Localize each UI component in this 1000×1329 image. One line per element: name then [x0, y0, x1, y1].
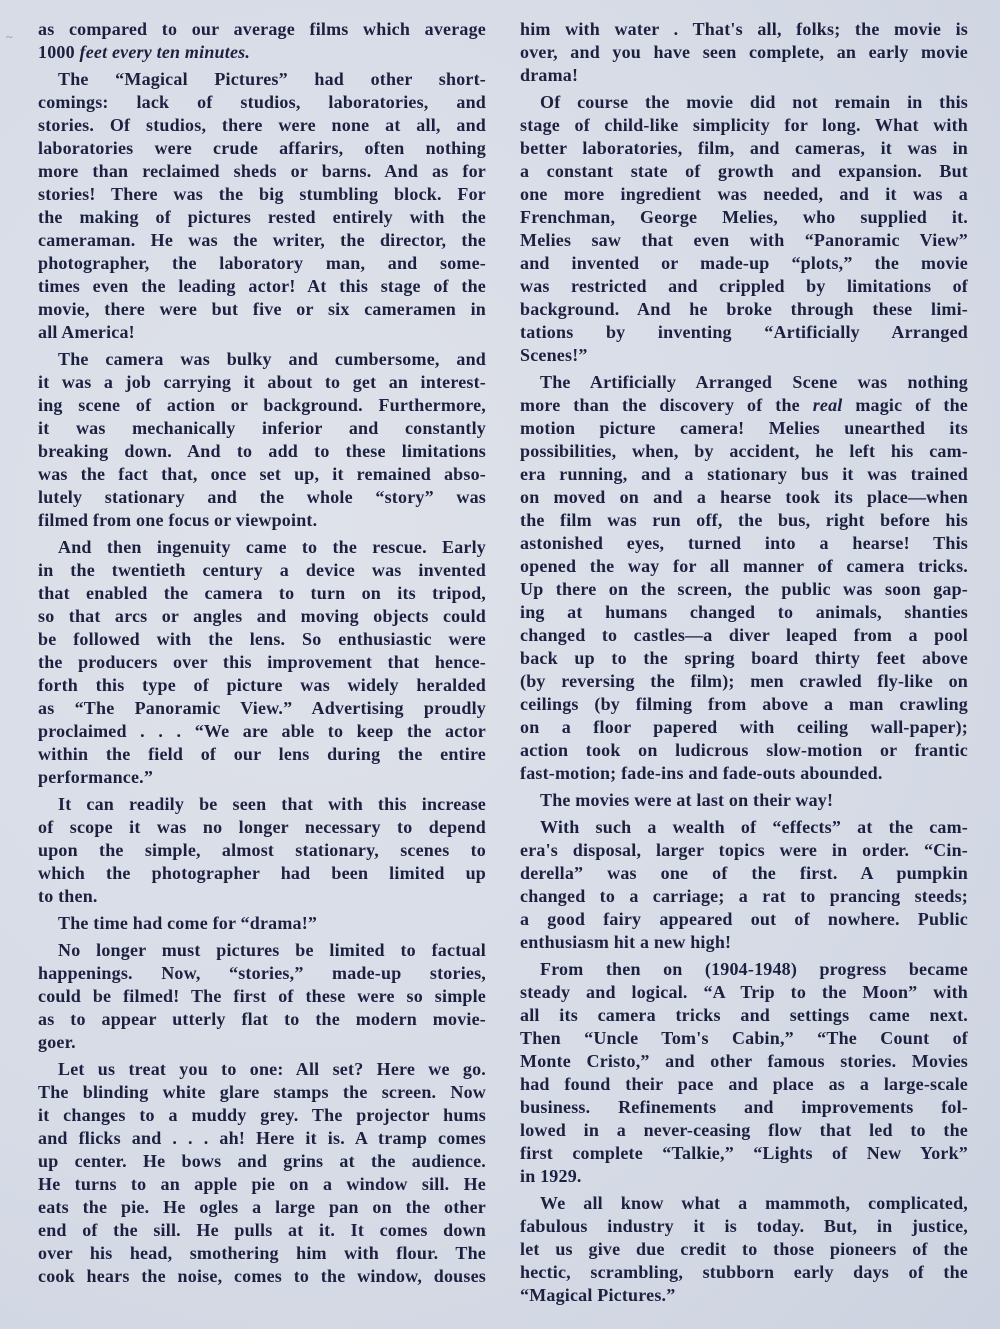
text-segment: more than the discovery of the [520, 395, 813, 415]
text-line: all its camera tricks and settings came next. [520, 1005, 968, 1025]
text-line: stories. Of studios, there were none at all, and [38, 115, 486, 135]
text-line: steady and logical. “A Trip to the Moon” with [520, 982, 968, 1002]
text-line: as “The Panoramic View.” Advertising proudly [38, 698, 486, 718]
paragraph [38, 536, 486, 789]
text-line: With such a wealth of “effects” at the cam- [540, 817, 968, 837]
text-line: Scenes!” [520, 345, 588, 365]
text-line: movie, there were but five or six cameramen in [38, 299, 486, 319]
text-line: Let us treat you to one: All set? Here we go. [58, 1059, 486, 1079]
text-line: filmed from one focus or viewpoint. [38, 510, 318, 530]
text-line: in the twentieth century a device was invented [38, 560, 486, 580]
text-line: times even the leading actor! At this stage of the [38, 276, 486, 296]
text-line: changed to a carriage; a rat to prancing steeds; [520, 886, 968, 906]
text-line: a constant state of growth and expansion. But [520, 161, 968, 181]
text-line: fabulous industry it is today. But, in justice, [520, 1216, 968, 1236]
text-line: laboratories were crude affarirs, often nothing [38, 138, 486, 158]
paragraph [520, 18, 968, 87]
text-line: Up there on the screen, the public was soon gap- [520, 579, 968, 599]
text-line: as to appear utterly flat to the modern movie- [38, 1009, 486, 1029]
text-line: to then. [38, 886, 98, 906]
text-line: proclaimed . . . “We are able to keep the actor [38, 721, 486, 741]
text-line: photographer, the laboratory man, and some- [38, 253, 486, 273]
text-line: era's disposal, larger topics were in order. “Cin- [520, 840, 968, 860]
text-line: cook hears the noise, comes to the window, douses [38, 1266, 486, 1286]
text-segment: 1000 [38, 42, 80, 62]
text-line: as compared to our average films which average [38, 19, 486, 39]
paragraph [520, 816, 968, 954]
text-line: tations by inventing “Artificially Arranged [520, 322, 968, 342]
paragraph [38, 18, 486, 64]
text-line: so that arcs or angles and moving objects could [38, 606, 486, 626]
text-line [520, 394, 968, 417]
text-line: forth this type of picture was widely heralded [38, 675, 486, 695]
text-line: drama! [520, 65, 579, 85]
text-line: could be filmed! The first of these were so simple [38, 986, 486, 1006]
text-line: goer. [38, 1032, 76, 1052]
text-line: The Artificially Arranged Scene was nothing [540, 372, 968, 392]
text-line: had found their pace and place as a large-scale [520, 1074, 968, 1094]
text-line: comings: lack of studios, laboratories, and [38, 92, 486, 112]
text-line: era running, and a stationary bus it was trained [520, 464, 968, 484]
text-line: let us give due credit to those pioneers of the [520, 1239, 968, 1259]
text-line: No longer must pictures be limited to factual [58, 940, 486, 960]
text-line: ing at humans changed to animals, shanties [520, 602, 968, 622]
text-line: eats the pie. He ogles a large pan on the other [38, 1197, 486, 1217]
text-line: stage of child-like simplicity for long. What with [520, 115, 968, 135]
text-line: in 1929. [520, 1166, 582, 1186]
text-line: fast-motion; fade-ins and fade-outs abounded. [520, 763, 883, 783]
text-line: astonished eyes, turned into a hearse! This [520, 533, 968, 553]
text-line: business. Refinements and improvements fol- [520, 1097, 968, 1117]
paragraph [38, 1058, 486, 1288]
text-line: ing scene of action or background. Furthermore, [38, 395, 486, 415]
paragraph [38, 68, 486, 344]
text-line: The “Magical Pictures” had other short- [58, 69, 486, 89]
text-line: We all know what a mammoth, complicated, [540, 1193, 968, 1213]
text-line: first complete “Talkie,” “Lights of New York” [520, 1143, 968, 1163]
paragraph [520, 371, 968, 785]
text-line: of scope it was no longer necessary to depend [38, 817, 486, 837]
text-line: the making of pictures rested entirely with the [38, 207, 486, 227]
text-line: happenings. Now, “stories,” made-up stories, [38, 963, 486, 983]
text-line: Of course the movie did not remain in this [540, 92, 968, 112]
text-line: Then “Uncle Tom's Cabin,” “The Count of [520, 1028, 968, 1048]
text-line: on moved on and a hearse took its place—when [520, 487, 968, 507]
text-line: and flicks and . . . ah! Here it is. A tramp comes [38, 1128, 486, 1148]
text-line: “Magical Pictures.” [520, 1285, 676, 1305]
text-line [38, 41, 486, 64]
text-line: and invented or made-up “plots,” the movie [520, 253, 968, 273]
text-line: breaking down. And to add to these limitations [38, 441, 486, 461]
text-segment: magic of the [842, 395, 968, 415]
text-line: ceilings (by filming from above a man crawling [520, 694, 968, 714]
italic-text: feet every ten minutes. [79, 42, 251, 62]
text-line: stories! There was the big stumbling block. For [38, 184, 486, 204]
text-line: on a floor papered with ceiling wall-paper); [520, 717, 968, 737]
text-line: back up to the spring board thirty feet above [520, 648, 968, 668]
text-line: He turns to an apple pie on a window sill. He [38, 1174, 486, 1194]
text-line: opened the way for all manner of camera tricks. [520, 556, 968, 576]
text-line: derella” was one of the first. A pumpkin [520, 863, 968, 883]
text-line: within the field of our lens during the entire [38, 744, 486, 764]
text-line: it was mechanically inferior and constantly [38, 418, 486, 438]
text-line: upon the simple, almost stationary, scenes to [38, 840, 486, 860]
text-line: that enabled the camera to turn on its tripod, [38, 583, 486, 603]
text-line: changed to castles—a diver leaped from a pool [520, 625, 968, 645]
text-line: The time had come for “drama!” [58, 913, 318, 933]
text-line: performance.” [38, 767, 154, 787]
text-line: the producers over this improvement that hence- [38, 652, 486, 672]
paragraph [520, 958, 968, 1188]
text-line: And then ingenuity came to the rescue. Early [58, 537, 486, 557]
text-line: a good fairy appeared out of nowhere. Public [520, 909, 968, 929]
paragraph [38, 939, 486, 1054]
paragraph [520, 789, 968, 812]
text-line: was the fact that, once set up, it remained abso- [38, 464, 486, 484]
paragraph [38, 912, 486, 935]
text-line: The movies were at last on their way! [540, 790, 834, 810]
text-line: one more ingredient was needed, and it was a [520, 184, 968, 204]
text-line: cameraman. He was the writer, the director, the [38, 230, 486, 250]
paragraph [38, 348, 486, 532]
paragraph [520, 1192, 968, 1307]
text-line: action took on ludicrous slow-motion or frantic [520, 740, 968, 760]
text-column-left [38, 18, 486, 1288]
text-line: it changes to a muddy grey. The projector hums [38, 1105, 486, 1125]
text-column-right [520, 18, 968, 1307]
text-line: enthusiasm hit a new high! [520, 932, 732, 952]
text-line: over his head, smothering him with flour. The [38, 1243, 486, 1263]
text-line: which the photographer had been limited up [38, 863, 486, 883]
paragraph [520, 91, 968, 367]
text-line: up center. He bows and grins at the audience. [38, 1151, 486, 1171]
paragraph [38, 793, 486, 908]
text-line: possibilities, when, by accident, he left his cam- [520, 441, 968, 461]
text-line: the film was run off, the bus, right before his [520, 510, 968, 530]
text-line: end of the sill. He pulls at it. It comes down [38, 1220, 486, 1240]
text-line: lowed in a never-ceasing flow that led to the [520, 1120, 968, 1140]
text-line: lutely stationary and the whole “story” was [38, 487, 486, 507]
text-line: It can readily be seen that with this increase [58, 794, 486, 814]
text-line: hectic, scrambling, stubborn early days of the [520, 1262, 968, 1282]
text-line: Monte Cristo,” and other famous stories. Movies [520, 1051, 968, 1071]
text-line: From then on (1904-1948) progress became [540, 959, 968, 979]
text-line: more than reclaimed sheds or barns. And as for [38, 161, 486, 181]
text-line: Frenchman, George Melies, who supplied it. [520, 207, 968, 227]
text-line: over, and you have seen complete, an early movie [520, 42, 968, 62]
text-line: background. And he broke through these limi- [520, 299, 968, 319]
text-line: (by reversing the film); men crawled fly-like on [520, 671, 968, 691]
scan-smudge-mark: ~ [6, 30, 13, 44]
italic-text: real [812, 395, 843, 415]
text-line: was restricted and crippled by limitations of [520, 276, 968, 296]
text-line: all America! [38, 322, 135, 342]
text-line: motion picture camera! Melies unearthed its [520, 418, 968, 438]
text-line: better laboratories, film, and cameras, it was in [520, 138, 968, 158]
text-line: it was a job carrying it about to get an interest- [38, 372, 486, 392]
text-line: be followed with the lens. So enthusiastic were [38, 629, 486, 649]
text-line: Melies saw that even with “Panoramic View” [520, 230, 968, 250]
text-line: The camera was bulky and cumbersome, and [58, 349, 486, 369]
text-line: him with water . That's all, folks; the movie is [520, 19, 968, 39]
text-line: The blinding white glare stamps the screen. Now [38, 1082, 486, 1102]
